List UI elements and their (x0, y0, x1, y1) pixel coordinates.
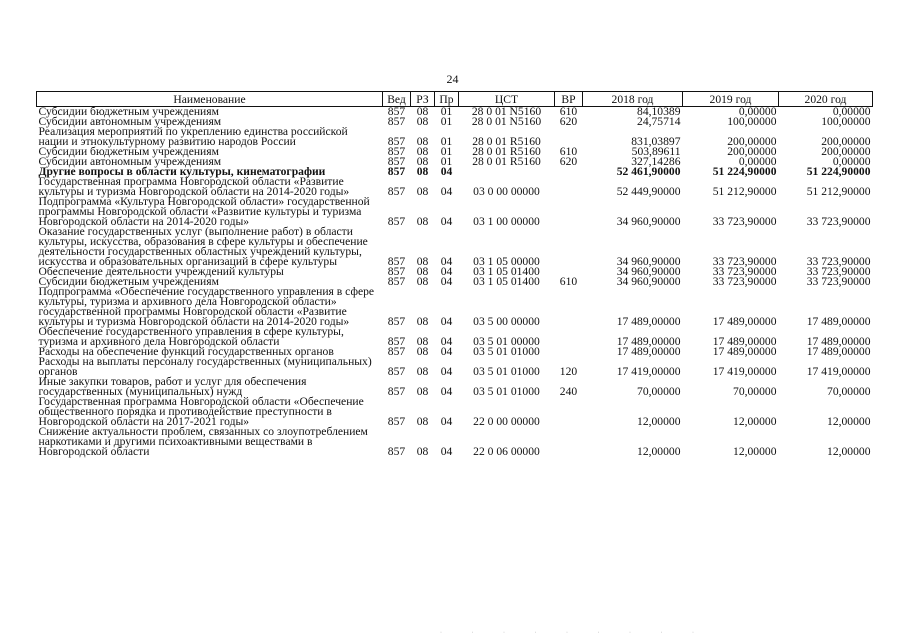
cell-2019: 200,00000 (727, 145, 777, 158)
cell-pr: 04 (440, 335, 453, 348)
cell-cst: 03 5 01 01000 (473, 345, 540, 358)
cell-name: Оказание государственных услуг (выполнение работ) в области культуры, искусства, образования в сфере культуры и обеспечение деятельности государственных областных учреждений культуры, искусства и образовательных организаций в сфере культуры (38, 225, 368, 268)
cell-pr: 04 (440, 415, 453, 428)
cell-rz: 08 (416, 275, 429, 288)
cell-pr: 04 (440, 165, 453, 178)
cell-2020: 100,00000 (821, 115, 871, 128)
cell-ved: 857 (387, 265, 406, 278)
cell-pr: 04 (440, 365, 453, 378)
cell-pr: 04 (440, 265, 453, 278)
cell-vr: 620 (559, 115, 578, 128)
cell-2020: 70,00000 (827, 385, 871, 398)
cell-rz: 08 (416, 335, 429, 348)
cell-2020: 17 489,00000 (806, 345, 871, 358)
cell-2018: 84,10389 (637, 105, 681, 118)
cell-cst: 28 0 01 R5160 (472, 155, 541, 168)
cell-2018: 327,14286 (631, 155, 681, 168)
cell-name: Субсидии бюджетным учреждениям (38, 145, 219, 158)
cell-pr: 04 (440, 315, 453, 328)
cell-cst: 28 0 01 R5160 (472, 135, 541, 148)
cell-vr (555, 287, 583, 327)
cell-2018: 24,75714 (637, 115, 681, 128)
header-vr: ВР (555, 92, 583, 107)
cell-ved: 857 (387, 255, 406, 268)
cell-2019: 12,00000 (733, 415, 777, 428)
cell-vr (555, 397, 583, 427)
cell-2019: 51 212,90000 (712, 185, 777, 198)
cell-2019: 17 419,00000 (712, 365, 777, 378)
cell-vr: 610 (559, 145, 578, 158)
cell-2019: 70,00000 (733, 385, 777, 398)
cell-rz: 08 (416, 315, 429, 328)
cell-vr (555, 327, 583, 347)
cell-2020: 51 212,90000 (806, 185, 871, 198)
cell-pr: 01 (440, 155, 453, 168)
cell-cst: 22 0 00 00000 (473, 415, 540, 428)
cell-2018: 12,00000 (637, 415, 681, 428)
cell-2019: 100,00000 (727, 115, 777, 128)
cell-2020: 200,00000 (821, 135, 871, 148)
cell-2019: 33 723,90000 (712, 215, 777, 228)
cell-2019: 200,00000 (727, 135, 777, 148)
cell-rz: 08 (416, 215, 429, 228)
cell-vr: 620 (559, 155, 578, 168)
cell-vr (555, 177, 583, 197)
table-row (37, 127, 873, 147)
header-cst: ЦСТ (459, 92, 555, 107)
cell-pr: 04 (440, 345, 453, 358)
cell-rz: 08 (416, 105, 429, 118)
cell-ved: 857 (387, 145, 406, 158)
cell-2018: 17 489,00000 (616, 315, 681, 328)
cell-2018: 34 960,90000 (616, 265, 681, 278)
cell-cst: 28 0 01 N5160 (471, 105, 542, 118)
cell-2020: 0,00000 (832, 155, 871, 168)
cell-vr: 120 (559, 365, 578, 378)
cell-cst: 03 5 00 00000 (473, 315, 540, 328)
cell-2019: 17 489,00000 (712, 335, 777, 348)
cell-cst: 03 5 01 01000 (473, 385, 540, 398)
table-row (37, 197, 873, 227)
cell-2018: 52 461,90000 (616, 165, 681, 178)
cell-ved: 857 (387, 185, 406, 198)
cell-cst: 03 5 01 01000 (473, 365, 540, 378)
cell-2019: 0,00000 (738, 155, 777, 168)
header-2018: 2018 год (583, 92, 683, 107)
cell-2018: 503,89611 (631, 145, 681, 158)
cell-2020: 17 489,00000 (806, 315, 871, 328)
cell-2019: 12,00000 (733, 445, 777, 458)
cell-rz: 08 (416, 135, 429, 148)
header-name: Наименование (37, 92, 383, 107)
cell-name: Обеспечение государственного управления в сфере культуры, туризма и архивного дела Новгородской области (38, 325, 344, 348)
cell-vr (555, 127, 583, 147)
cell-2018: 70,00000 (637, 385, 681, 398)
cell-name: Другие вопросы в области культуры, кинематографии (38, 165, 326, 178)
cell-pr: 01 (440, 145, 453, 158)
cell-2020: 200,00000 (821, 145, 871, 158)
cell-2019: 17 489,00000 (712, 345, 777, 358)
cell-2020: 33 723,90000 (806, 265, 871, 278)
cell-rz: 08 (416, 145, 429, 158)
cell-2020: 17 419,00000 (806, 365, 871, 378)
cell-rz: 08 (416, 385, 429, 398)
cell-rz: 08 (416, 115, 429, 128)
cell-vr: 240 (559, 385, 578, 398)
table-row (37, 357, 873, 377)
header-ved: Вед (383, 92, 411, 107)
cell-rz: 08 (416, 445, 429, 458)
cell-cst: 03 1 05 00000 (473, 255, 540, 268)
cell-pr: 01 (440, 115, 453, 128)
cell-ved: 857 (387, 385, 406, 398)
cell-vr (555, 427, 583, 457)
cell-vr: 610 (559, 275, 578, 288)
cell-name: Государственная программа Новгородской области «Обеспечение общественного порядка и противодействие преступности в Новгородской области на 2017-2021 годы» (38, 395, 364, 428)
cell-ved: 857 (387, 335, 406, 348)
header-2020: 2020 год (779, 92, 873, 107)
cell-ved: 857 (387, 415, 406, 428)
cell-ved: 857 (387, 345, 406, 358)
cell-2020: 33 723,90000 (806, 255, 871, 268)
scan-artifacts: · · · · · · · · · (440, 630, 708, 636)
cell-name: Реализация мероприятий по укреплению единства российской нации и этнокультурному развитию народов России (38, 125, 348, 148)
cell-cst: 22 0 06 00000 (473, 445, 540, 458)
cell-2019: 17 489,00000 (712, 315, 777, 328)
cell-2018: 831,03897 (631, 135, 681, 148)
cell-2020: 12,00000 (827, 445, 871, 458)
cell-ved: 857 (387, 445, 406, 458)
cell-2019: 33 723,90000 (712, 265, 777, 278)
cell-name: Подпрограмма «Обеспечение государственного управления в сфере культуры, туризма и архивного дела Новгородской области» государственной программы Новгородской области «Развитие культуры и туризма Новгородской области на 2014-2020 годы» (38, 285, 375, 328)
table-row (37, 397, 873, 427)
cell-cst: 28 0 01 N5160 (471, 115, 542, 128)
cell-ved: 857 (387, 155, 406, 168)
cell-name: Расходы на выплаты персоналу государственных (муниципальных) органов (38, 355, 372, 378)
cell-cst: 03 1 05 01400 (473, 275, 540, 288)
cell-vr (555, 347, 583, 357)
cell-2019: 33 723,90000 (712, 275, 777, 288)
table-body (37, 107, 873, 458)
cell-name: Иные закупки товаров, работ и услуг для обеспечения государственных (муниципальных) нужд (38, 375, 307, 398)
table-row (37, 327, 873, 347)
cell-2018: 34 960,90000 (616, 255, 681, 268)
cell-cst: 03 0 00 00000 (473, 185, 540, 198)
cell-rz: 08 (416, 415, 429, 428)
cell-name: Субсидии бюджетным учреждениям (38, 275, 219, 288)
cell-name: Подпрограмма «Культура Новгородской области» государственной программы Новгородской области «Развитие культуры и туризма Новгородской области на 2014-2020 годы» (38, 195, 370, 228)
cell-rz: 08 (416, 255, 429, 268)
cell-2018: 17 419,00000 (616, 365, 681, 378)
cell-rz: 08 (416, 155, 429, 168)
cell-2018: 34 960,90000 (616, 275, 681, 288)
cell-cst: 03 1 05 01400 (473, 265, 540, 278)
table-row (37, 427, 873, 457)
cell-ved: 857 (387, 165, 406, 178)
cell-2019: 0,00000 (738, 105, 777, 118)
cell-pr: 01 (440, 105, 453, 118)
header-2019: 2019 год (683, 92, 779, 107)
cell-2020: 33 723,90000 (806, 215, 871, 228)
page-number: 24 (446, 72, 459, 86)
table-row (37, 377, 873, 397)
cell-name: Субсидии бюджетным учреждениям (38, 105, 219, 118)
header-rz: РЗ (411, 92, 435, 107)
cell-rz: 08 (416, 265, 429, 278)
cell-rz: 08 (416, 185, 429, 198)
cell-pr: 01 (440, 135, 453, 148)
cell-cst: 03 5 01 00000 (473, 335, 540, 348)
cell-pr: 04 (440, 445, 453, 458)
cell-ved: 857 (387, 365, 406, 378)
cell-2019: 51 224,90000 (712, 165, 777, 178)
cell-2020: 33 723,90000 (806, 275, 871, 288)
cell-2020: 0,00000 (832, 105, 871, 118)
cell-name: Субсидии автономным учреждениям (38, 115, 222, 128)
cell-ved: 857 (387, 105, 406, 118)
cell-name: Снижение актуальности проблем, связанных со злоупотреблением наркотиками и другими психоактивными веществами в Новгородской области (38, 425, 368, 458)
cell-cst: 03 1 00 00000 (473, 215, 540, 228)
cell-2018: 12,00000 (637, 445, 681, 458)
cell-pr: 04 (440, 385, 453, 398)
cell-ved: 857 (387, 275, 406, 288)
cell-cst (459, 167, 555, 177)
cell-vr (555, 167, 583, 177)
cell-2018: 17 489,00000 (616, 335, 681, 348)
cell-rz: 08 (416, 365, 429, 378)
cell-cst: 28 0 01 R5160 (472, 145, 541, 158)
cell-2020: 12,00000 (827, 415, 871, 428)
cell-vr (555, 227, 583, 267)
cell-rz: 08 (416, 165, 429, 178)
cell-2018: 34 960,90000 (616, 215, 681, 228)
cell-name: Расходы на обеспечение функций государственных органов (38, 345, 334, 358)
cell-name: Субсидии автономным учреждениям (38, 155, 222, 168)
budget-table (36, 91, 873, 457)
table-row (37, 227, 873, 267)
header-pr: Пр (435, 92, 459, 107)
cell-name: Обеспечение деятельности учреждений культуры (38, 265, 284, 278)
cell-2020: 51 224,90000 (806, 165, 871, 178)
cell-ved: 857 (387, 135, 406, 148)
cell-ved: 857 (387, 115, 406, 128)
cell-2019: 33 723,90000 (712, 255, 777, 268)
cell-2018: 52 449,90000 (616, 185, 681, 198)
cell-rz: 08 (416, 345, 429, 358)
cell-name: Государственная программа Новгородской области «Развитие культуры и туризма Новгородской области на 2014-2020 годы» (38, 175, 350, 198)
cell-pr: 04 (440, 275, 453, 288)
cell-pr: 04 (440, 215, 453, 228)
cell-pr: 04 (440, 185, 453, 198)
table-row (37, 287, 873, 327)
cell-ved: 857 (387, 315, 406, 328)
cell-2018: 17 489,00000 (616, 345, 681, 358)
table-row (37, 177, 873, 197)
cell-pr: 04 (440, 255, 453, 268)
cell-vr: 610 (559, 105, 578, 118)
cell-ved: 857 (387, 215, 406, 228)
cell-2020: 17 489,00000 (806, 335, 871, 348)
cell-vr (555, 197, 583, 227)
